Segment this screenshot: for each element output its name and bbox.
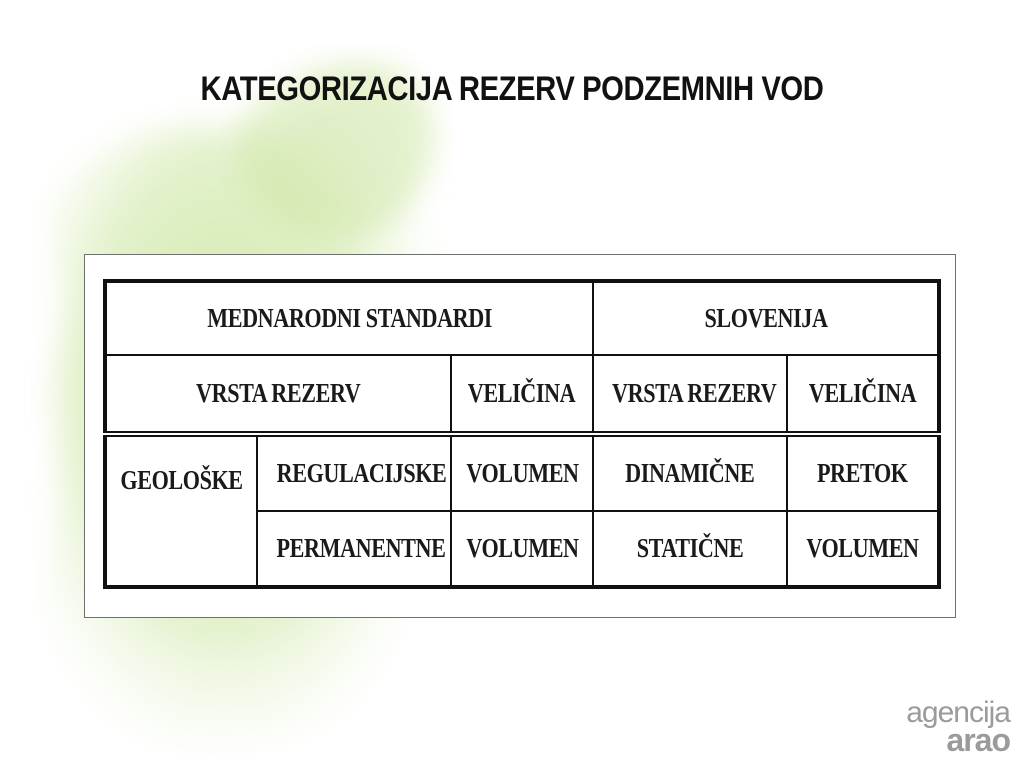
logo-line-arao: arao	[946, 722, 1010, 758]
header-international-standards: MEDNARODNI STANDARDI	[105, 281, 593, 355]
cell-dynamic: DINAMIČNE	[593, 434, 787, 511]
agency-logo	[906, 698, 1010, 756]
logo-line-agencija: agencija	[906, 696, 1010, 729]
subheader-si-size: VELIČINA	[787, 355, 939, 434]
slide-title: KATEGORIZACIJA REZERV PODZEMNIH VOD	[200, 70, 824, 108]
cell-volume-1: VOLUMEN	[451, 434, 593, 511]
cell-volume-3: VOLUMEN	[787, 511, 939, 587]
cell-static: STATIČNE	[593, 511, 787, 587]
header-slovenia: SLOVENIJA	[593, 281, 939, 355]
cell-flow: PRETOK	[787, 434, 939, 511]
subheader-size: VELIČINA	[451, 355, 593, 434]
reserves-table	[103, 279, 941, 589]
cell-geological: GEOLOŠKE	[105, 434, 257, 587]
cell-volume-2: VOLUMEN	[451, 511, 593, 587]
subheader-reserve-type: VRSTA REZERV	[105, 355, 451, 434]
subheader-si-reserve-type: VRSTA REZERV	[593, 355, 787, 434]
cell-regulatory: REGULACIJSKE	[257, 434, 451, 511]
table-figure	[84, 254, 956, 618]
cell-permanent: PERMANENTNE	[257, 511, 451, 587]
